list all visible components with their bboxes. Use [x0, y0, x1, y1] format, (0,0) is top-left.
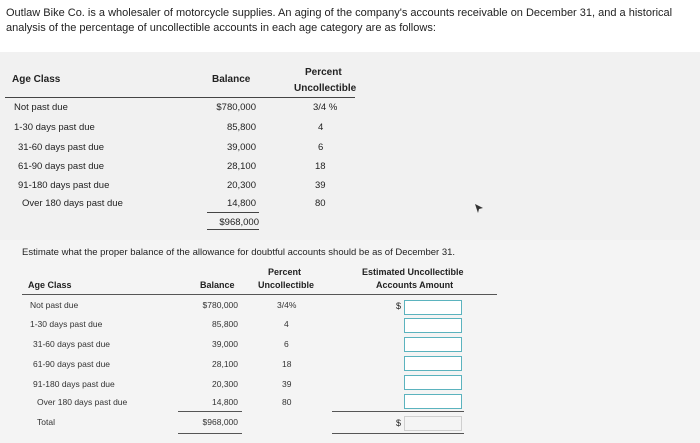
- t1-row-age-class: 1-30 days past due: [14, 122, 95, 133]
- t1-row-balance: 20,300: [226, 180, 256, 191]
- t1-header-balance: Balance: [212, 74, 251, 85]
- t1-row-percent: 4: [318, 122, 324, 133]
- estimate-input[interactable]: [404, 375, 462, 390]
- t2-amount-total-underline: [332, 433, 464, 434]
- t1-header-rule: [5, 97, 355, 98]
- t1-row-age-class: 31-60 days past due: [18, 142, 105, 153]
- t1-row-percent: 3/4 %: [313, 102, 338, 113]
- t2-header-uncollectible: Uncollectible: [258, 280, 315, 290]
- t2-header-accounts-amount: Accounts Amount: [376, 280, 454, 290]
- estimate-input[interactable]: [404, 394, 462, 409]
- estimate-input[interactable]: [404, 318, 462, 333]
- t2-header-percent: Percent: [268, 267, 302, 277]
- t2-row-balance: 28,100: [212, 359, 238, 369]
- t2-row-percent: 18: [282, 359, 292, 369]
- t2-row-balance: 20,300: [212, 379, 238, 389]
- t1-row-percent: 39: [315, 180, 326, 191]
- t1-row-balance: 28,100: [226, 161, 256, 172]
- t2-row-percent: 80: [282, 397, 292, 407]
- t1-total: $968,000: [219, 217, 259, 228]
- t1-header-uncollectible: Uncollectible: [294, 83, 357, 94]
- t2-total-rule: [178, 411, 242, 412]
- t2-total-underline: [178, 433, 242, 434]
- instruction-text: Estimate what the proper balance of the allowance for doubtful accounts should be as of December 31.: [22, 247, 456, 258]
- estimate-input[interactable]: [404, 356, 462, 371]
- currency-symbol: $: [396, 301, 402, 311]
- problem-intro: Outlaw Bike Co. is a wholesaler of motorcycle supplies. An aging of the company's accounts receivable on December 31, and a historical analysis of the percentage of uncollectible accounts in each age category are as follows:: [6, 7, 673, 34]
- t1-row-age-class: 61-90 days past due: [18, 161, 105, 172]
- t1-total-underline: [207, 229, 259, 230]
- t1-row-percent: 80: [315, 198, 326, 209]
- estimate-input[interactable]: [404, 300, 462, 315]
- total-estimate-input[interactable]: [404, 416, 462, 431]
- t1-header-age-class: Age Class: [12, 74, 61, 85]
- t2-row-age-class: Over 180 days past due: [37, 397, 128, 407]
- t2-header-balance: Balance: [200, 280, 235, 290]
- t2-row-age-class: 31-60 days past due: [33, 339, 111, 349]
- t2-total-label: Total: [37, 417, 55, 427]
- estimate-input[interactable]: [404, 337, 462, 352]
- t1-row-age-class: Over 180 days past due: [22, 198, 123, 209]
- t2-row-balance: 39,000: [212, 339, 238, 349]
- t2-row-percent: 6: [284, 339, 289, 349]
- t2-row-percent: 4: [284, 319, 289, 329]
- t1-row-balance: $780,000: [216, 102, 256, 113]
- t2-row-age-class: 1-30 days past due: [30, 319, 103, 329]
- t1-row-age-class: 91-180 days past due: [18, 180, 110, 191]
- t2-amount-total-rule: [332, 411, 464, 412]
- t1-row-percent: 18: [315, 161, 326, 172]
- t2-header-age-class: Age Class: [28, 280, 72, 290]
- t2-row-age-class: Not past due: [30, 300, 79, 310]
- t1-total-rule: [207, 212, 259, 213]
- t2-header-rule: [22, 294, 497, 295]
- t1-row-balance: 85,800: [226, 122, 256, 133]
- t1-row-balance: 39,000: [226, 142, 256, 153]
- t2-header-estimated: Estimated Uncollectible: [362, 267, 464, 277]
- t2-row-balance: $780,000: [202, 300, 238, 310]
- t2-row-percent: 3/4%: [277, 300, 297, 310]
- t2-row-balance: 14,800: [212, 397, 238, 407]
- t2-row-age-class: 91-180 days past due: [33, 379, 115, 389]
- t1-row-age-class: Not past due: [14, 102, 68, 113]
- mouse-cursor-icon: [473, 202, 485, 214]
- currency-symbol: $: [396, 418, 402, 428]
- t1-header-percent: Percent: [305, 67, 342, 78]
- t2-row-percent: 39: [282, 379, 292, 389]
- t1-row-balance: 14,800: [226, 198, 256, 209]
- t2-total-balance: $968,000: [202, 417, 238, 427]
- t1-row-percent: 6: [318, 142, 324, 153]
- task-panel: [0, 240, 700, 443]
- given-data-panel: [0, 52, 700, 240]
- t2-row-balance: 85,800: [212, 319, 238, 329]
- t2-row-age-class: 61-90 days past due: [33, 359, 111, 369]
